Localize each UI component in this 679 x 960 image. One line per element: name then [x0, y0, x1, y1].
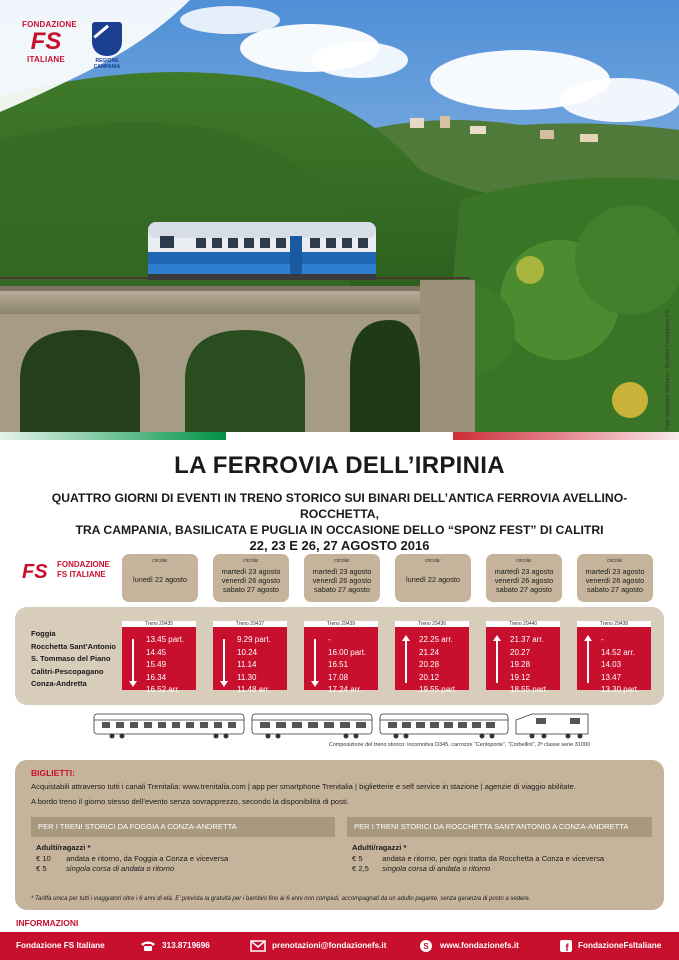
service-dates-box: [395, 554, 471, 602]
italian-tricolor-stripe: [0, 432, 679, 440]
fondazione-fs-logo: [22, 20, 77, 80]
train-time: 17.24 arr.: [328, 685, 362, 694]
train-time: 16.51: [328, 660, 349, 669]
train-number: Treno 29436: [395, 621, 469, 627]
fare-row: [36, 864, 335, 874]
tickets-title: BIGLIETTI:: [31, 768, 75, 778]
train-time: 15.49: [146, 660, 167, 669]
station-name: S. Tommaso del Piano: [31, 654, 111, 663]
station-name: Conza-Andretta: [31, 679, 87, 688]
train-time: 11.14: [237, 660, 257, 669]
train-time: 11.30: [237, 672, 257, 682]
train-number: Treno 29438: [577, 621, 651, 627]
tickets-channels: Acquistabili attraverso tutti i canali Trenitalia: www.trenitalia.com | app per smartphone Trenitalia | biglietterie e self service in stazione | agenzie di viaggio abilitate.: [31, 782, 576, 791]
fares-rocchetta-box: [347, 817, 652, 885]
hero-photo: [0, 0, 679, 432]
direction-line: [496, 639, 498, 683]
train-column: [486, 621, 560, 694]
direction-line: [132, 639, 134, 683]
fare-description: andata e ritorno, per ogni tratta da Rocchetta a Conza e viceversa: [382, 854, 605, 863]
station-name: Foggia: [31, 629, 56, 638]
service-circola-label: circola:: [152, 558, 168, 564]
train-time: 14.52 arr.: [601, 647, 635, 657]
service-date: venerdì 26 agosto: [585, 576, 645, 585]
mail-icon: [250, 940, 266, 952]
station-name: Calitri-Pescopagano: [31, 666, 104, 676]
train-time: 20.28: [419, 660, 440, 669]
fares-rocchetta-header: PER I TRENI STORICI DA ROCCHETTA SANT’ANTONIO A CONZA-ANDRETTA: [347, 817, 652, 837]
service-date: venerdì 26 agosto: [494, 576, 554, 585]
train-time: 14.45: [146, 647, 167, 657]
fs-logo-mark: FS: [30, 28, 62, 55]
historic-train-consist-drawing: [92, 710, 592, 740]
arrow-down-icon: [129, 681, 137, 687]
footer-facebook[interactable]: FondazioneFsItaliane: [578, 941, 662, 950]
service-date: lunedì 22 agosto: [406, 575, 460, 584]
train-time: 16.34: [146, 672, 167, 682]
train-time: 21.24: [419, 647, 440, 657]
direction-line: [223, 639, 225, 683]
consist-caption: Composizione del treno storico: locomotiva D345, carrozze “Centoporte”, “Corbellini”, 2ª classe serie 31000: [328, 742, 590, 748]
station-list: [31, 628, 131, 691]
direction-line: [405, 639, 407, 683]
arrow-up-icon: [584, 635, 592, 641]
fare-row: [36, 854, 335, 864]
service-circola-label: circola:: [607, 558, 623, 564]
fare-amount: € 2,5: [352, 864, 369, 873]
train-time: 19.55 part.: [419, 685, 458, 694]
page-subtitle: [20, 490, 659, 554]
subtitle-line-3: 22, 23 E 26, 27 AGOSTO 2016: [249, 538, 430, 553]
train-number: Treno 29440: [486, 621, 560, 627]
footer-email[interactable]: prenotazioni@fondazionefs.it: [272, 941, 387, 950]
info-title: INFORMAZIONI: [16, 918, 79, 928]
service-date: sabato 27 agosto: [223, 585, 279, 594]
tricolor-white: [226, 432, 452, 440]
train-times: [328, 634, 378, 697]
tricolor-green: [0, 432, 226, 440]
station-name: Rocchetta Sant’Antonio: [31, 641, 117, 651]
footer-website[interactable]: www.fondazionefs.it: [440, 941, 519, 950]
train-time: 11.48 arr.: [237, 685, 271, 694]
train-time: 13.45 part.: [146, 635, 185, 644]
arrow-down-icon: [311, 681, 319, 687]
svg-text:S: S: [423, 942, 429, 951]
timetable-fs-name: [57, 560, 110, 580]
train-time: 16.00 part.: [328, 647, 367, 657]
service-circola-label: circola:: [516, 558, 532, 564]
fare-description: andata e ritorno, da Foggia a Conza e viceversa: [66, 854, 229, 863]
fare-row: [352, 864, 652, 874]
region-name: REGIONE CAMPANIA: [93, 58, 121, 70]
service-dates-box: [122, 554, 198, 602]
facebook-icon: [560, 940, 572, 952]
service-dates-box: [213, 554, 289, 602]
train-column: [577, 621, 651, 694]
direction-line: [587, 639, 589, 683]
train-time: 13.30 part.: [601, 685, 640, 694]
fare-description: singola corsa di andata o ritorno: [66, 864, 175, 873]
train-times: [419, 634, 469, 697]
fares-rocchetta-body: [347, 837, 652, 885]
service-dates: [577, 567, 653, 594]
service-dates-box: [486, 554, 562, 602]
page-title: LA FERROVIA DELL’IRPINIA: [174, 452, 505, 479]
train-times-block: [395, 627, 469, 694]
train-number: Treno 29437: [213, 621, 287, 627]
service-dates: [304, 567, 380, 594]
train-column: [213, 621, 287, 694]
service-dates: [122, 575, 198, 584]
service-date: martedì 23 agosto: [585, 567, 645, 576]
service-dates: [213, 567, 289, 594]
service-dates: [486, 567, 562, 594]
service-dates-box: [304, 554, 380, 602]
service-date: sabato 27 agosto: [496, 585, 552, 594]
train-time: 18.55 part.: [510, 685, 549, 694]
direction-line: [314, 639, 316, 683]
train-times: [510, 634, 560, 697]
arrow-up-icon: [402, 635, 410, 641]
service-date: sabato 27 agosto: [314, 585, 370, 594]
train-time: 9.29 part.: [237, 635, 271, 644]
train-times: [237, 634, 287, 697]
train-times: [146, 634, 196, 697]
train-column: [395, 621, 469, 694]
svg-text:f: f: [565, 943, 569, 952]
photo-credit: [665, 300, 675, 430]
train-number: Treno 29435: [122, 621, 196, 627]
footer-phone[interactable]: 313.8719696: [162, 941, 210, 950]
train-times-block: [122, 627, 196, 694]
train-time: -: [328, 635, 331, 644]
fare-note: * Tariffa unica per tutti i viaggiatori oltre i 6 anni di età. E’ prevista la gratuità per i bambini fino ai 6 anni non compiuti, accompagnati da un adulto pagante, senza garanzia di posto a sedere.: [31, 896, 531, 902]
footer-org: Fondazione FS Italiane: [16, 941, 105, 950]
subtitle-line-1: QUATTRO GIORNI DI EVENTI IN TRENO STORICO SUI BINARI DELL’ANTICA FERROVIA AVELLINO-ROCCHETTA,: [51, 491, 628, 521]
timetable-fs-mark: FS: [22, 561, 48, 583]
regione-campania-logo: [86, 22, 128, 72]
service-circola-label: circola:: [334, 558, 350, 564]
service-date: sabato 27 agosto: [587, 585, 643, 594]
service-date: lunedì 22 agosto: [133, 575, 187, 584]
fares-foggia-header: PER I TRENI STORICI DA FOGGIA A CONZA-ANDRETTA: [31, 817, 335, 837]
train-times-block: [577, 627, 651, 694]
footer-bar: [0, 932, 679, 960]
train-time: 21.37 arr.: [510, 635, 544, 644]
train-time: 14.03: [601, 660, 622, 669]
train-time: 10.24: [237, 647, 258, 657]
fares-foggia-body: [31, 837, 335, 885]
arrow-down-icon: [220, 681, 228, 687]
timetable-fs-name-2: FS ITALIANE: [57, 570, 106, 579]
timetable-fs-name-1: FONDAZIONE: [57, 560, 110, 569]
train-time: 13.47: [601, 672, 622, 682]
train-time: 20.27: [510, 647, 531, 657]
train-time: 19.28: [510, 660, 531, 669]
service-dates: [395, 575, 471, 584]
service-date: venerdì 26 agosto: [312, 576, 372, 585]
subtitle-line-2: TRA CAMPANIA, BASILICATA E PUGLIA IN OCCASIONE DELLO “SPONZ FEST” DI CALITRI: [75, 523, 604, 537]
train-time: 22.25 arr.: [419, 635, 453, 644]
fare-row: [352, 854, 652, 864]
fare-amount: € 5: [36, 864, 47, 873]
service-dates-box: [577, 554, 653, 602]
train-time: -: [601, 635, 604, 644]
train-column: [122, 621, 196, 694]
fares-foggia-who: Adulti/ragazzi *: [36, 843, 91, 852]
train-time: 20.12: [419, 672, 440, 682]
service-date: venerdì 26 agosto: [221, 576, 281, 585]
service-circola-label: circola:: [243, 558, 259, 564]
fare-amount: € 5: [352, 854, 363, 863]
skype-icon: [420, 940, 432, 952]
fares-foggia-box: [31, 817, 335, 885]
photo-credit-text: Foto Salvatore Monano - Archivio Fondazione FS: [665, 309, 671, 430]
service-date: martedì 23 agosto: [221, 567, 281, 576]
train-time: 19.12: [510, 672, 531, 682]
service-date: martedì 23 agosto: [494, 567, 554, 576]
train-times-block: [304, 627, 378, 694]
fs-logo-name: FONDAZIONE: [22, 20, 77, 29]
train-times-block: [213, 627, 287, 694]
service-date: martedì 23 agosto: [312, 567, 372, 576]
train-time: 17.08: [328, 672, 349, 682]
tricolor-red: [453, 432, 679, 440]
train-time: 16.52 arr.: [146, 685, 180, 694]
phone-icon: [140, 940, 156, 952]
fares-rocchetta-who: Adulti/ragazzi *: [352, 843, 407, 852]
timetable-fs-logo: [22, 558, 117, 590]
train-times-block: [486, 627, 560, 694]
service-circola-label: circola:: [425, 558, 441, 564]
train-number: Treno 29439: [304, 621, 378, 627]
fs-logo-sub: ITALIANE: [27, 55, 65, 64]
tickets-onboard: A bordo treno il giorno stesso dell’evento senza sovrapprezzo, secondo la disponibilità di posti.: [31, 797, 349, 806]
region-shield-icon: [92, 22, 122, 56]
train-column: [304, 621, 378, 694]
train-times: [601, 634, 651, 697]
fare-amount: € 10: [36, 854, 51, 863]
arrow-up-icon: [493, 635, 501, 641]
fare-description: singola corsa di andata o ritorno: [382, 864, 491, 873]
